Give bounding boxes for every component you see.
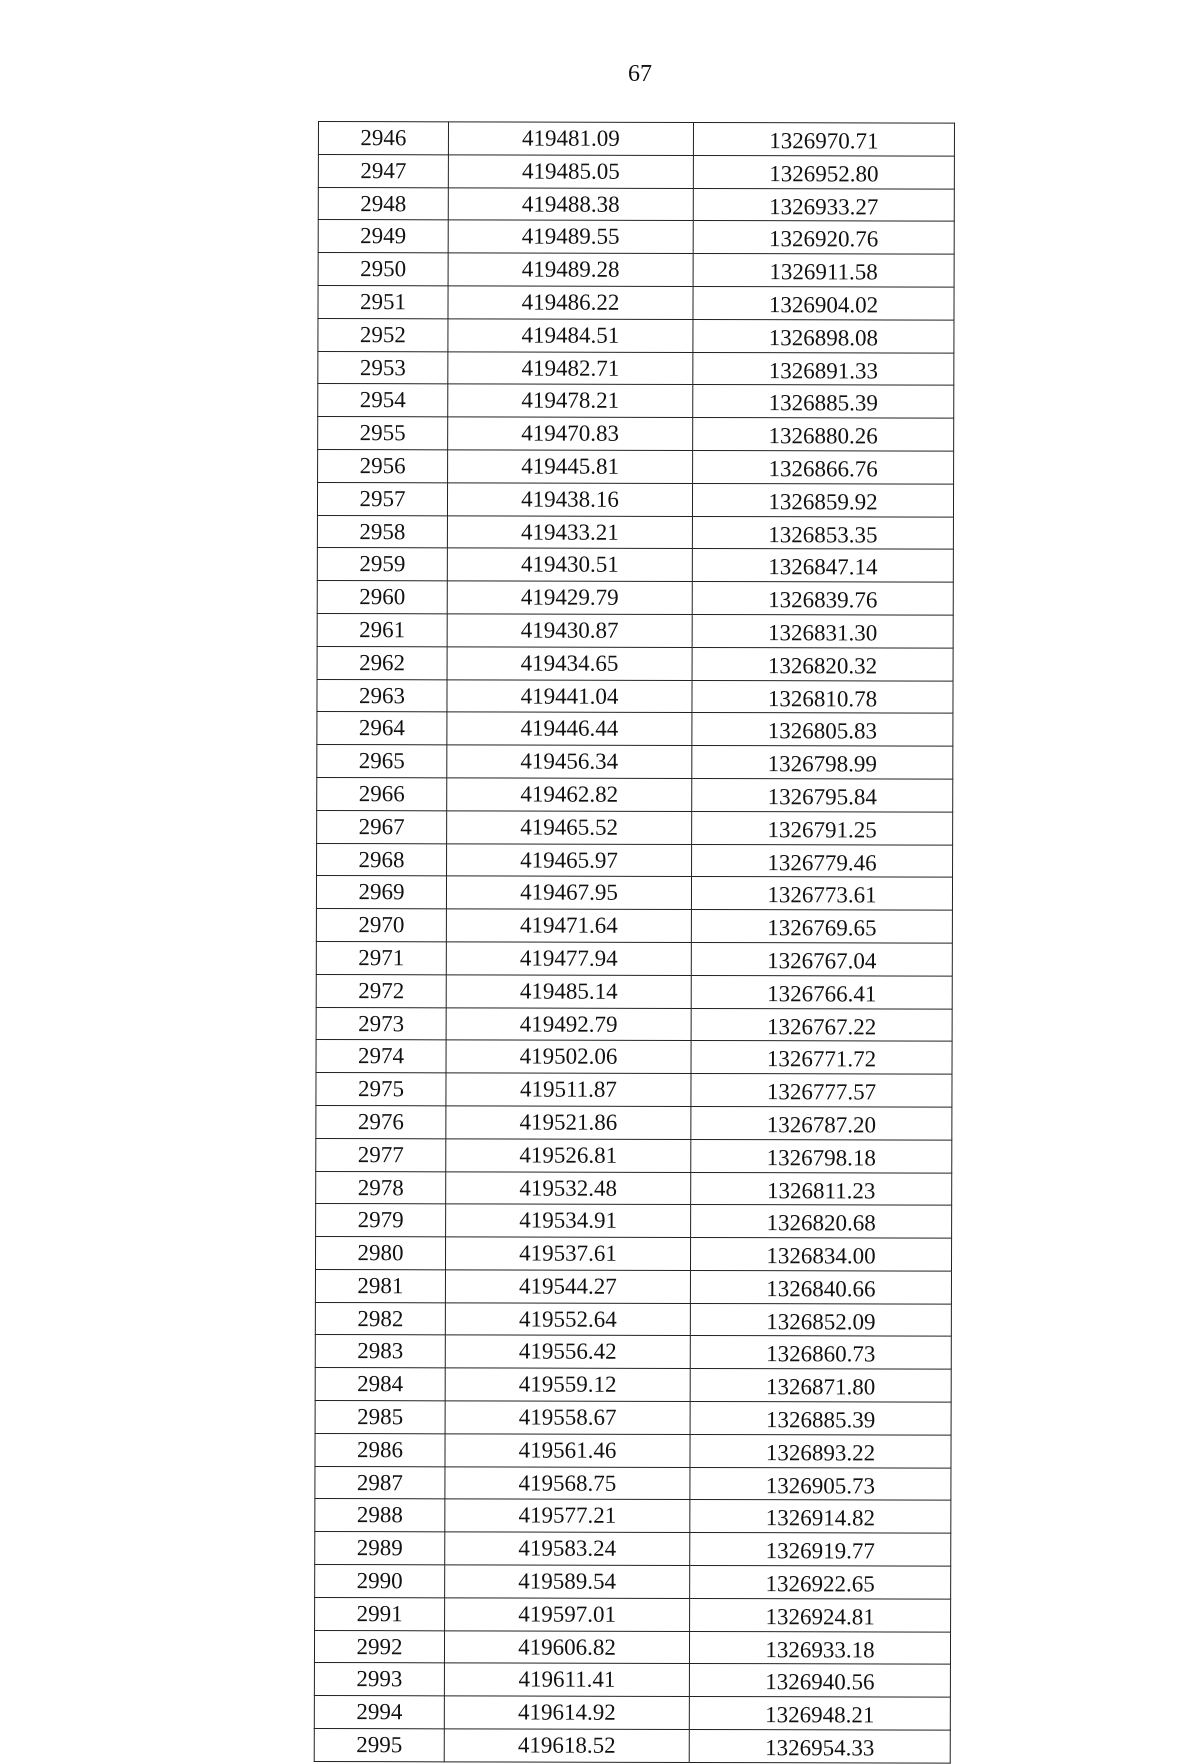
point-number-cell: 2955: [318, 417, 448, 450]
table-row: [318, 253, 954, 287]
y-coordinate-cell: 1326820.32: [692, 647, 953, 680]
point-number-cell: 2970: [316, 909, 446, 942]
point-number-cell: 2992: [314, 1630, 444, 1663]
table-row: [318, 384, 954, 418]
coordinates-table: [314, 121, 955, 1764]
y-coordinate-cell: 1326767.22: [691, 1008, 952, 1041]
table-row: [318, 154, 954, 188]
y-coordinate-cell: 1326866.76: [693, 450, 954, 483]
table-row: [317, 515, 953, 549]
point-number-cell: 2985: [315, 1401, 445, 1434]
point-number-cell: 2989: [315, 1532, 445, 1565]
page-number: 67: [628, 61, 652, 87]
point-number-cell: 2966: [317, 777, 447, 810]
x-coordinate-cell: 419465.52: [447, 811, 692, 844]
point-number-cell: 2995: [314, 1729, 444, 1762]
x-coordinate-cell: 419532.48: [446, 1171, 691, 1204]
y-coordinate-cell: 1326911.58: [693, 254, 954, 287]
y-coordinate-cell: 1326766.41: [691, 975, 952, 1008]
table-row: [315, 1368, 951, 1402]
table-row: [315, 1433, 951, 1467]
x-coordinate-cell: 419445.81: [448, 450, 693, 483]
x-coordinate-cell: 419577.21: [445, 1499, 690, 1532]
y-coordinate-cell: 1326885.39: [693, 385, 954, 418]
x-coordinate-cell: 419544.27: [445, 1270, 690, 1303]
table-row: [315, 1499, 951, 1533]
y-coordinate-cell: 1326831.30: [692, 614, 953, 647]
x-coordinate-cell: 419614.92: [444, 1696, 689, 1729]
y-coordinate-cell: 1326777.57: [691, 1074, 952, 1107]
table-row: [315, 1466, 951, 1500]
point-number-cell: 2965: [317, 745, 447, 778]
x-coordinate-cell: 419434.65: [447, 647, 692, 680]
y-coordinate-cell: 1326914.82: [690, 1500, 951, 1533]
point-number-cell: 2988: [315, 1499, 445, 1532]
y-coordinate-cell: 1326773.61: [691, 877, 952, 910]
y-coordinate-cell: 1326859.92: [692, 483, 953, 516]
point-number-cell: 2979: [316, 1204, 446, 1237]
table-row: [315, 1335, 951, 1369]
point-number-cell: 2959: [317, 548, 447, 581]
point-number-cell: 2961: [317, 613, 447, 646]
x-coordinate-cell: 419568.75: [445, 1467, 690, 1500]
point-number-cell: 2952: [318, 318, 448, 351]
point-number-cell: 2953: [318, 351, 448, 384]
point-number-cell: 2986: [315, 1433, 445, 1466]
table-row: [318, 318, 954, 352]
point-number-cell: 2956: [318, 449, 448, 482]
point-number-cell: 2960: [317, 581, 447, 614]
table-row: [317, 482, 953, 516]
x-coordinate-cell: 419433.21: [447, 515, 692, 548]
x-coordinate-cell: 419558.67: [445, 1401, 690, 1434]
y-coordinate-cell: 1326779.46: [692, 844, 953, 877]
y-coordinate-cell: 1326791.25: [692, 811, 953, 844]
point-number-cell: 2976: [316, 1105, 446, 1138]
x-coordinate-cell: 419502.06: [446, 1040, 691, 1073]
x-coordinate-cell: 419611.41: [444, 1663, 689, 1696]
point-number-cell: 2947: [318, 154, 448, 187]
table-row: [317, 810, 953, 844]
y-coordinate-cell: 1326820.68: [691, 1205, 952, 1238]
y-coordinate-cell: 1326933.18: [689, 1631, 950, 1664]
x-coordinate-cell: 419597.01: [445, 1598, 690, 1631]
x-coordinate-cell: 419486.22: [448, 286, 693, 319]
y-coordinate-cell: 1326860.73: [690, 1336, 951, 1369]
table-row: [318, 285, 954, 319]
point-number-cell: 2971: [316, 941, 446, 974]
table-row: [317, 712, 953, 746]
table-row: [317, 777, 953, 811]
y-coordinate-cell: 1326952.80: [693, 155, 954, 188]
y-coordinate-cell: 1326847.14: [692, 549, 953, 582]
x-coordinate-cell: 419606.82: [444, 1630, 689, 1663]
y-coordinate-cell: 1326922.65: [690, 1566, 951, 1599]
x-coordinate-cell: 419511.87: [446, 1073, 691, 1106]
x-coordinate-cell: 419465.97: [447, 843, 692, 876]
y-coordinate-cell: 1326898.08: [693, 319, 954, 352]
table-row: [316, 941, 952, 975]
table-row: [318, 187, 954, 221]
point-number-cell: 2987: [315, 1466, 445, 1499]
x-coordinate-cell: 419552.64: [445, 1303, 690, 1336]
table-row: [318, 122, 954, 156]
point-number-cell: 2949: [318, 220, 448, 253]
y-coordinate-cell: 1326885.39: [690, 1402, 951, 1435]
table-row: [318, 351, 954, 385]
point-number-cell: 2963: [317, 679, 447, 712]
table-row: [315, 1532, 951, 1566]
point-number-cell: 2948: [318, 187, 448, 220]
x-coordinate-cell: 419456.34: [447, 745, 692, 778]
x-coordinate-cell: 419446.44: [447, 712, 692, 745]
table-row: [315, 1269, 951, 1303]
x-coordinate-cell: 419561.46: [445, 1434, 690, 1467]
table-row: [315, 1401, 951, 1435]
table-row: [317, 613, 953, 647]
point-number-cell: 2958: [317, 515, 447, 548]
point-number-cell: 2962: [317, 646, 447, 679]
point-number-cell: 2975: [316, 1073, 446, 1106]
point-number-cell: 2957: [317, 482, 447, 515]
x-coordinate-cell: 419589.54: [445, 1565, 690, 1598]
x-coordinate-cell: 419583.24: [445, 1532, 690, 1565]
y-coordinate-cell: 1326840.66: [690, 1270, 951, 1303]
point-number-cell: 2991: [315, 1597, 445, 1630]
x-coordinate-cell: 419489.55: [448, 220, 693, 253]
point-number-cell: 2980: [315, 1237, 445, 1270]
point-number-cell: 2984: [315, 1368, 445, 1401]
table-row: [318, 449, 954, 483]
y-coordinate-cell: 1326798.18: [691, 1139, 952, 1172]
point-number-cell: 2972: [316, 974, 446, 1007]
table-row: [315, 1302, 951, 1336]
table-row: [317, 548, 953, 582]
y-coordinate-cell: 1326805.83: [692, 713, 953, 746]
y-coordinate-cell: 1326940.56: [689, 1664, 950, 1697]
x-coordinate-cell: 419482.71: [448, 351, 693, 384]
table-row: [318, 220, 954, 254]
table-row: [317, 745, 953, 779]
point-number-cell: 2981: [315, 1269, 445, 1302]
y-coordinate-cell: 1326853.35: [692, 516, 953, 549]
point-number-cell: 2964: [317, 712, 447, 745]
x-coordinate-cell: 419618.52: [444, 1729, 689, 1762]
y-coordinate-cell: 1326919.77: [690, 1533, 951, 1566]
table-row: [317, 679, 953, 713]
y-coordinate-cell: 1326924.81: [690, 1598, 951, 1631]
x-coordinate-cell: 419537.61: [445, 1237, 690, 1270]
table-row: [317, 646, 953, 680]
table-row: [315, 1565, 951, 1599]
x-coordinate-cell: 419492.79: [446, 1007, 691, 1040]
x-coordinate-cell: 419471.64: [446, 909, 691, 942]
y-coordinate-cell: 1326893.22: [690, 1434, 951, 1467]
y-coordinate-cell: 1326839.76: [692, 582, 953, 615]
y-coordinate-cell: 1326852.09: [690, 1303, 951, 1336]
table-row: [316, 1040, 952, 1074]
table-row: [317, 843, 953, 877]
y-coordinate-cell: 1326811.23: [691, 1172, 952, 1205]
table-row: [316, 1171, 952, 1205]
x-coordinate-cell: 419488.38: [448, 187, 693, 220]
x-coordinate-cell: 419534.91: [446, 1204, 691, 1237]
table-row: [318, 417, 954, 451]
table-row: [316, 974, 952, 1008]
x-coordinate-cell: 419485.14: [446, 975, 691, 1008]
point-number-cell: 2978: [316, 1171, 446, 1204]
x-coordinate-cell: 419441.04: [447, 679, 692, 712]
coordinates-table-body: [314, 122, 954, 1764]
y-coordinate-cell: 1326933.27: [693, 188, 954, 221]
x-coordinate-cell: 419481.09: [448, 122, 693, 155]
table-row: [314, 1630, 950, 1664]
table-row: [317, 581, 953, 615]
table-row: [316, 876, 952, 910]
x-coordinate-cell: 419430.51: [447, 548, 692, 581]
point-number-cell: 2974: [316, 1040, 446, 1073]
table-row: [315, 1597, 951, 1631]
y-coordinate-cell: 1326798.99: [692, 746, 953, 779]
point-number-cell: 2977: [316, 1138, 446, 1171]
x-coordinate-cell: 419485.05: [448, 155, 693, 188]
table-row: [316, 1138, 952, 1172]
y-coordinate-cell: 1326771.72: [691, 1041, 952, 1074]
table-row: [314, 1663, 950, 1697]
point-number-cell: 2994: [314, 1696, 444, 1729]
y-coordinate-cell: 1326880.26: [693, 418, 954, 451]
y-coordinate-cell: 1326810.78: [692, 680, 953, 713]
point-number-cell: 2990: [315, 1565, 445, 1598]
x-coordinate-cell: 419477.94: [446, 942, 691, 975]
table-row: [315, 1237, 951, 1271]
y-coordinate-cell: 1326769.65: [691, 910, 952, 943]
y-coordinate-cell: 1326891.33: [693, 352, 954, 385]
y-coordinate-cell: 1326904.02: [693, 286, 954, 319]
x-coordinate-cell: 419526.81: [446, 1139, 691, 1172]
x-coordinate-cell: 419521.86: [446, 1106, 691, 1139]
table-row: [316, 1007, 952, 1041]
point-number-cell: 2951: [318, 285, 448, 318]
table-row: [316, 1204, 952, 1238]
x-coordinate-cell: 419438.16: [447, 483, 692, 516]
y-coordinate-cell: 1326767.04: [691, 942, 952, 975]
point-number-cell: 2983: [315, 1335, 445, 1368]
point-number-cell: 2993: [314, 1663, 444, 1696]
y-coordinate-cell: 1326787.20: [691, 1106, 952, 1139]
x-coordinate-cell: 419556.42: [445, 1335, 690, 1368]
table-row: [316, 1073, 952, 1107]
x-coordinate-cell: 419489.28: [448, 253, 693, 286]
point-number-cell: 2950: [318, 253, 448, 286]
point-number-cell: 2968: [317, 843, 447, 876]
y-coordinate-cell: 1326954.33: [689, 1730, 950, 1763]
y-coordinate-cell: 1326834.00: [690, 1238, 951, 1271]
point-number-cell: 2946: [318, 122, 448, 155]
table-row: [314, 1729, 950, 1763]
x-coordinate-cell: 419478.21: [448, 384, 693, 417]
point-number-cell: 2969: [316, 876, 446, 909]
point-number-cell: 2982: [315, 1302, 445, 1335]
y-coordinate-cell: 1326920.76: [693, 221, 954, 254]
y-coordinate-cell: 1326871.80: [690, 1369, 951, 1402]
y-coordinate-cell: 1326795.84: [692, 778, 953, 811]
table-row: [314, 1696, 950, 1730]
point-number-cell: 2967: [317, 810, 447, 843]
y-coordinate-cell: 1326905.73: [690, 1467, 951, 1500]
x-coordinate-cell: 419484.51: [448, 319, 693, 352]
x-coordinate-cell: 419470.83: [448, 417, 693, 450]
point-number-cell: 2954: [318, 384, 448, 417]
x-coordinate-cell: 419462.82: [447, 778, 692, 811]
y-coordinate-cell: 1326948.21: [689, 1697, 950, 1730]
x-coordinate-cell: 419429.79: [447, 581, 692, 614]
x-coordinate-cell: 419430.87: [447, 614, 692, 647]
x-coordinate-cell: 419467.95: [446, 876, 691, 909]
y-coordinate-cell: 1326970.71: [693, 122, 954, 155]
table-row: [316, 909, 952, 943]
point-number-cell: 2973: [316, 1007, 446, 1040]
x-coordinate-cell: 419559.12: [445, 1368, 690, 1401]
table-row: [316, 1105, 952, 1139]
